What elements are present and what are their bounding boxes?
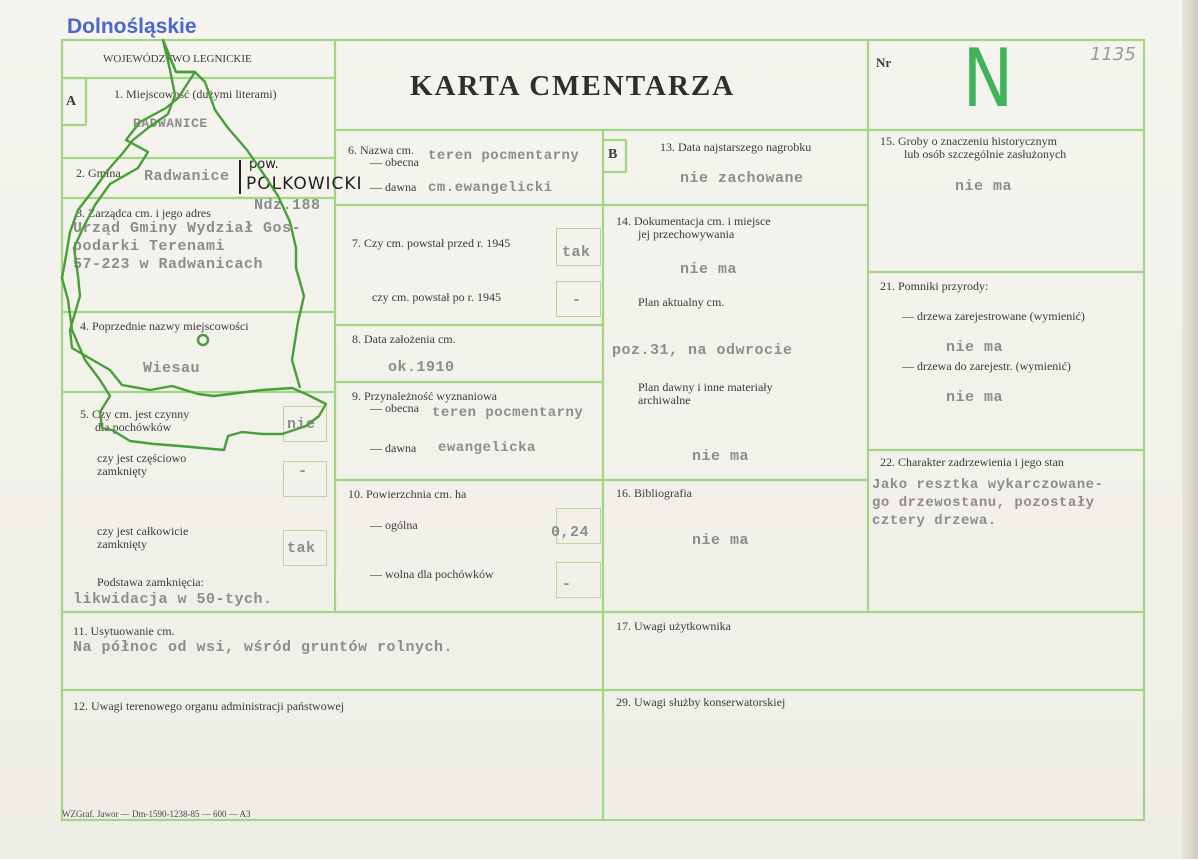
f15-label-1: 15. Groby o znaczeniu historycznym bbox=[880, 134, 1057, 148]
f10a-label: — ogólna bbox=[370, 518, 418, 532]
f9b-value: ewangelicka bbox=[438, 440, 536, 456]
f11-value: Na północ od wsi, wśród gruntów rolnych. bbox=[73, 639, 454, 656]
f12-label: 12. Uwagi terenowego organu administracji państwowej bbox=[73, 699, 345, 713]
f10b-value: - bbox=[562, 576, 572, 593]
f3-value-1: Urząd Gminy Wydział Gos- bbox=[73, 220, 302, 237]
f10a-value: 0,24 bbox=[551, 524, 590, 541]
f2-hand-county: POLKOWICKI bbox=[246, 174, 363, 194]
f14c-value: nie ma bbox=[692, 448, 750, 465]
f14b-value: poz.31, na odwrocie bbox=[612, 342, 793, 359]
f14-value: nie ma bbox=[680, 261, 738, 278]
f5d-value: likwidacja w 50-tych. bbox=[73, 591, 273, 608]
f6-label-1: 6. Nazwa cm. bbox=[348, 143, 414, 157]
f21a-value: nie ma bbox=[946, 339, 1004, 356]
f3-label: 3. Zarządca cm. i jego adres bbox=[76, 206, 211, 220]
f9b-label: — dawna bbox=[370, 441, 417, 455]
f6b-label: — dawna bbox=[370, 180, 417, 194]
f21b-value: nie ma bbox=[946, 389, 1004, 406]
f14c-label-1: Plan dawny i inne materiały bbox=[638, 380, 773, 394]
f7-label: 7. Czy cm. powstał przed r. 1945 bbox=[352, 236, 511, 250]
province-label: WOJEWÓDZTWO LEGNICKIE bbox=[103, 53, 252, 65]
f6-value: teren pocmentarny bbox=[428, 148, 580, 164]
f16-label: 16. Bibliografia bbox=[616, 486, 692, 500]
f9-value: teren pocmentarny bbox=[432, 405, 584, 421]
f17-label: 17. Uwagi użytkownika bbox=[616, 619, 731, 633]
f10-label: 10. Powierzchnia cm. ha bbox=[348, 487, 467, 501]
f5b-value: - bbox=[298, 463, 308, 480]
section-b-label: B bbox=[608, 147, 618, 162]
f13-label: 13. Data najstarszego nagrobku bbox=[660, 140, 812, 154]
f5b-label-2: zamknięty bbox=[97, 464, 147, 478]
f5c-label-2: zamknięty bbox=[97, 537, 147, 551]
f7b-label: czy cm. powstał po r. 1945 bbox=[372, 290, 501, 304]
f14c-label-2: archiwalne bbox=[638, 393, 691, 407]
f9-label-2: — obecna bbox=[370, 401, 419, 415]
f5c-label-1: czy jest całkowicie bbox=[97, 524, 189, 538]
f7-value: tak bbox=[562, 244, 591, 261]
f14b-label: Plan aktualny cm. bbox=[638, 295, 725, 309]
f29-label: 29. Uwagi służby konserwatorskiej bbox=[616, 695, 786, 709]
f1-value: RADWANICE bbox=[133, 116, 208, 131]
f15-label-2: lub osób szczególnie zasłużonych bbox=[904, 147, 1067, 161]
f4-label: 4. Poprzednie nazwy miejscowości bbox=[80, 319, 249, 333]
f2-label: 2. Gmina bbox=[76, 166, 121, 180]
f2-value: Radwanice bbox=[144, 168, 230, 185]
f21a-label: — drzewa zarejestrowane (wymienić) bbox=[902, 309, 1085, 323]
f13-value: nie zachowane bbox=[680, 170, 804, 187]
f7b-value: - bbox=[572, 292, 582, 309]
f6-label-2: — obecna bbox=[370, 155, 419, 169]
f5b-label-1: czy jest częściowo bbox=[97, 451, 187, 465]
f10b-label: — wolna dla pochówków bbox=[370, 567, 494, 581]
f1-label: 1. Miejscowość (dużymi literami) bbox=[114, 87, 277, 101]
f3-value-2: podarki Terenami bbox=[73, 238, 226, 255]
f8-value: ok.1910 bbox=[388, 359, 455, 376]
f5d-label: Podstawa zamknięcia: bbox=[97, 575, 204, 589]
page-title: KARTA CMENTARZA bbox=[410, 70, 736, 102]
f21-label: 21. Pomniki przyrody: bbox=[880, 279, 989, 293]
f9-label-1: 9. Przynależność wyznaniowa bbox=[352, 389, 497, 403]
corner-number: 1135 bbox=[1090, 44, 1136, 65]
f16-value: nie ma bbox=[692, 532, 750, 549]
f2-ndz: Ndz.188 bbox=[254, 197, 321, 214]
f14-label-2: jej przechowywania bbox=[638, 227, 735, 241]
f5-value: nie bbox=[287, 416, 316, 433]
f6b-value: cm.ewangelicki bbox=[428, 180, 553, 196]
f5-label-1: 5. Czy cm. jest czynny bbox=[80, 407, 190, 421]
f2-hand-stroke bbox=[239, 160, 241, 194]
f11-label: 11. Usytuowanie cm. bbox=[73, 624, 175, 638]
region-stamp: Dolnośląskie bbox=[67, 15, 197, 38]
nr-value: N bbox=[962, 32, 1014, 125]
print-footer: WZGraf. Jawor — Dm-1590-1238-85 — 600 — A3 bbox=[62, 809, 251, 819]
f4-value: Wiesau bbox=[143, 360, 201, 377]
f5c-value: tak bbox=[287, 540, 316, 557]
f8-label: 8. Data założenia cm. bbox=[352, 332, 456, 346]
f22-value-2: go drzewostanu, pozostały bbox=[872, 495, 1095, 511]
f21b-label: — drzewa do zarejestr. (wymienić) bbox=[902, 359, 1071, 373]
f22-value-1: Jako resztka wykarczowane- bbox=[872, 477, 1104, 493]
f2-hand-pow: pow. bbox=[249, 157, 279, 172]
f22-label: 22. Charakter zadrzewienia i jego stan bbox=[880, 455, 1064, 469]
f22-value-3: cztery drzewa. bbox=[872, 513, 997, 529]
f14-label-1: 14. Dokumentacja cm. i miejsce bbox=[616, 214, 771, 228]
nr-label: Nr bbox=[876, 55, 892, 70]
section-a-label: A bbox=[66, 94, 77, 109]
f15-value: nie ma bbox=[955, 178, 1013, 195]
f5-label-2: dla pochówków bbox=[95, 420, 172, 434]
f3-value-3: 57-223 w Radwanicach bbox=[73, 256, 264, 273]
